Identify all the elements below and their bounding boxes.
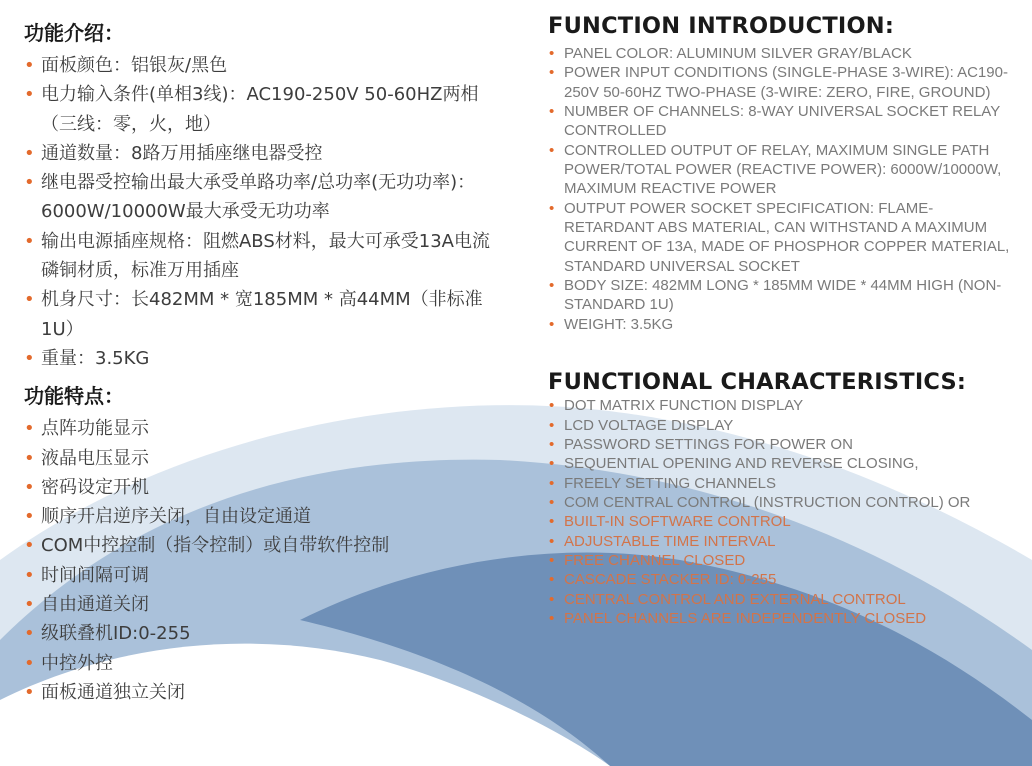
list-item: • 重量：3.5KG [24, 344, 504, 373]
function-intro-heading-en: FUNCTION INTRODUCTION: [548, 13, 895, 39]
list-item: • NUMBER OF CHANNELS: 8-WAY UNIVERSAL SOCKET RELAY CONTROLLED [548, 102, 1018, 141]
list-item: • BUILT-IN SOFTWARE CONTROL [548, 512, 1018, 531]
list-item: • 电力输入条件(单相3线)：AC190-250V 50-60HZ两相（三线：零，火，地） [24, 80, 504, 139]
features-heading-cn: 功能特点： [24, 384, 124, 409]
function-intro-list-cn [24, 51, 504, 373]
list-item: • PANEL COLOR: ALUMINUM SILVER GRAY/BLACK [548, 44, 1018, 63]
list-item: • CONTROLLED OUTPUT OF RELAY, MAXIMUM SINGLE PATH POWER/TOTAL POWER (REACTIVE POWER): 6000W/10000W, MAXIMUM REACTIVE POWER [548, 141, 1018, 199]
function-intro-list-en [548, 44, 1018, 334]
list-item: • CENTRAL CONTROL AND EXTERNAL CONTROL [548, 590, 1018, 609]
features-list-cn [24, 414, 504, 707]
list-item: • 通道数量：8路万用插座继电器受控 [24, 139, 504, 168]
features-list-en [548, 396, 1018, 628]
list-item: • DOT MATRIX FUNCTION DISPLAY [548, 396, 1018, 415]
function-intro-section-cn [24, 18, 504, 373]
list-item: • CASCADE STACKER ID: 0-255 [548, 570, 1018, 589]
list-item: • PANEL CHANNELS ARE INDEPENDENTLY CLOSED [548, 609, 1018, 628]
features-section-en [548, 368, 1018, 628]
list-item: • ADJUSTABLE TIME INTERVAL [548, 532, 1018, 551]
list-item: • 级联叠机ID:0-255 [24, 619, 504, 648]
features-heading-en: FUNCTIONAL CHARACTERISTICS: [548, 369, 967, 396]
list-item: • 继电器受控输出最大承受单路功率/总功率(无功功率)：6000W/10000W最大承受无功功率 [24, 168, 504, 227]
list-item: • BODY SIZE: 482MM LONG * 185MM WIDE * 44MM HIGH (NON-STANDARD 1U) [548, 276, 1018, 315]
list-item: • LCD VOLTAGE DISPLAY [548, 416, 1018, 435]
list-item: • FREELY SETTING CHANNELS [548, 474, 1018, 493]
features-section-cn [24, 381, 504, 707]
list-item: • COM中控控制（指令控制）或自带软件控制 [24, 531, 504, 560]
list-item: • 机身尺寸：长482MM * 宽185MM * 高44MM（非标准1U） [24, 285, 504, 344]
list-item: • 面板通道独立关闭 [24, 678, 504, 707]
list-item: • 输出电源插座规格：阻燃ABS材料，最大可承受13A电流磷铜材质，标准万用插座 [24, 227, 504, 286]
list-item: • 液晶电压显示 [24, 444, 504, 473]
list-item: • 面板颜色：铝银灰/黑色 [24, 51, 504, 80]
list-item: • FREE CHANNEL CLOSED [548, 551, 1018, 570]
list-item: • PASSWORD SETTINGS FOR POWER ON [548, 435, 1018, 454]
right-column-english [548, 12, 1018, 628]
list-item: • OUTPUT POWER SOCKET SPECIFICATION: FLAME-RETARDANT ABS MATERIAL, CAN WITHSTAND A MAXIMUM CURRENT OF 13A, MADE OF PHOSPHOR COPPER MATERIAL, STANDARD UNIVERSAL SOCKET [548, 199, 1018, 276]
function-intro-section-en [548, 12, 1018, 334]
left-column-chinese [24, 18, 504, 707]
list-item: • 中控外控 [24, 649, 504, 678]
list-item: • WEIGHT: 3.5KG [548, 315, 1018, 334]
list-item: • 点阵功能显示 [24, 414, 504, 443]
list-item: • SEQUENTIAL OPENING AND REVERSE CLOSING, [548, 454, 1018, 473]
function-intro-heading-cn: 功能介绍： [24, 21, 124, 45]
list-item: • 密码设定开机 [24, 473, 504, 502]
list-item: • 时间间隔可调 [24, 561, 504, 590]
list-item: • POWER INPUT CONDITIONS (SINGLE-PHASE 3-WIRE): AC190-250V 50-60HZ TWO-PHASE (3-WIRE: ZERO, FIRE, GROUND) [548, 63, 1018, 102]
list-item: • COM CENTRAL CONTROL (INSTRUCTION CONTROL) OR [548, 493, 1018, 512]
list-item: • 自由通道关闭 [24, 590, 504, 619]
list-item: • 顺序开启逆序关闭，自由设定通道 [24, 502, 504, 531]
